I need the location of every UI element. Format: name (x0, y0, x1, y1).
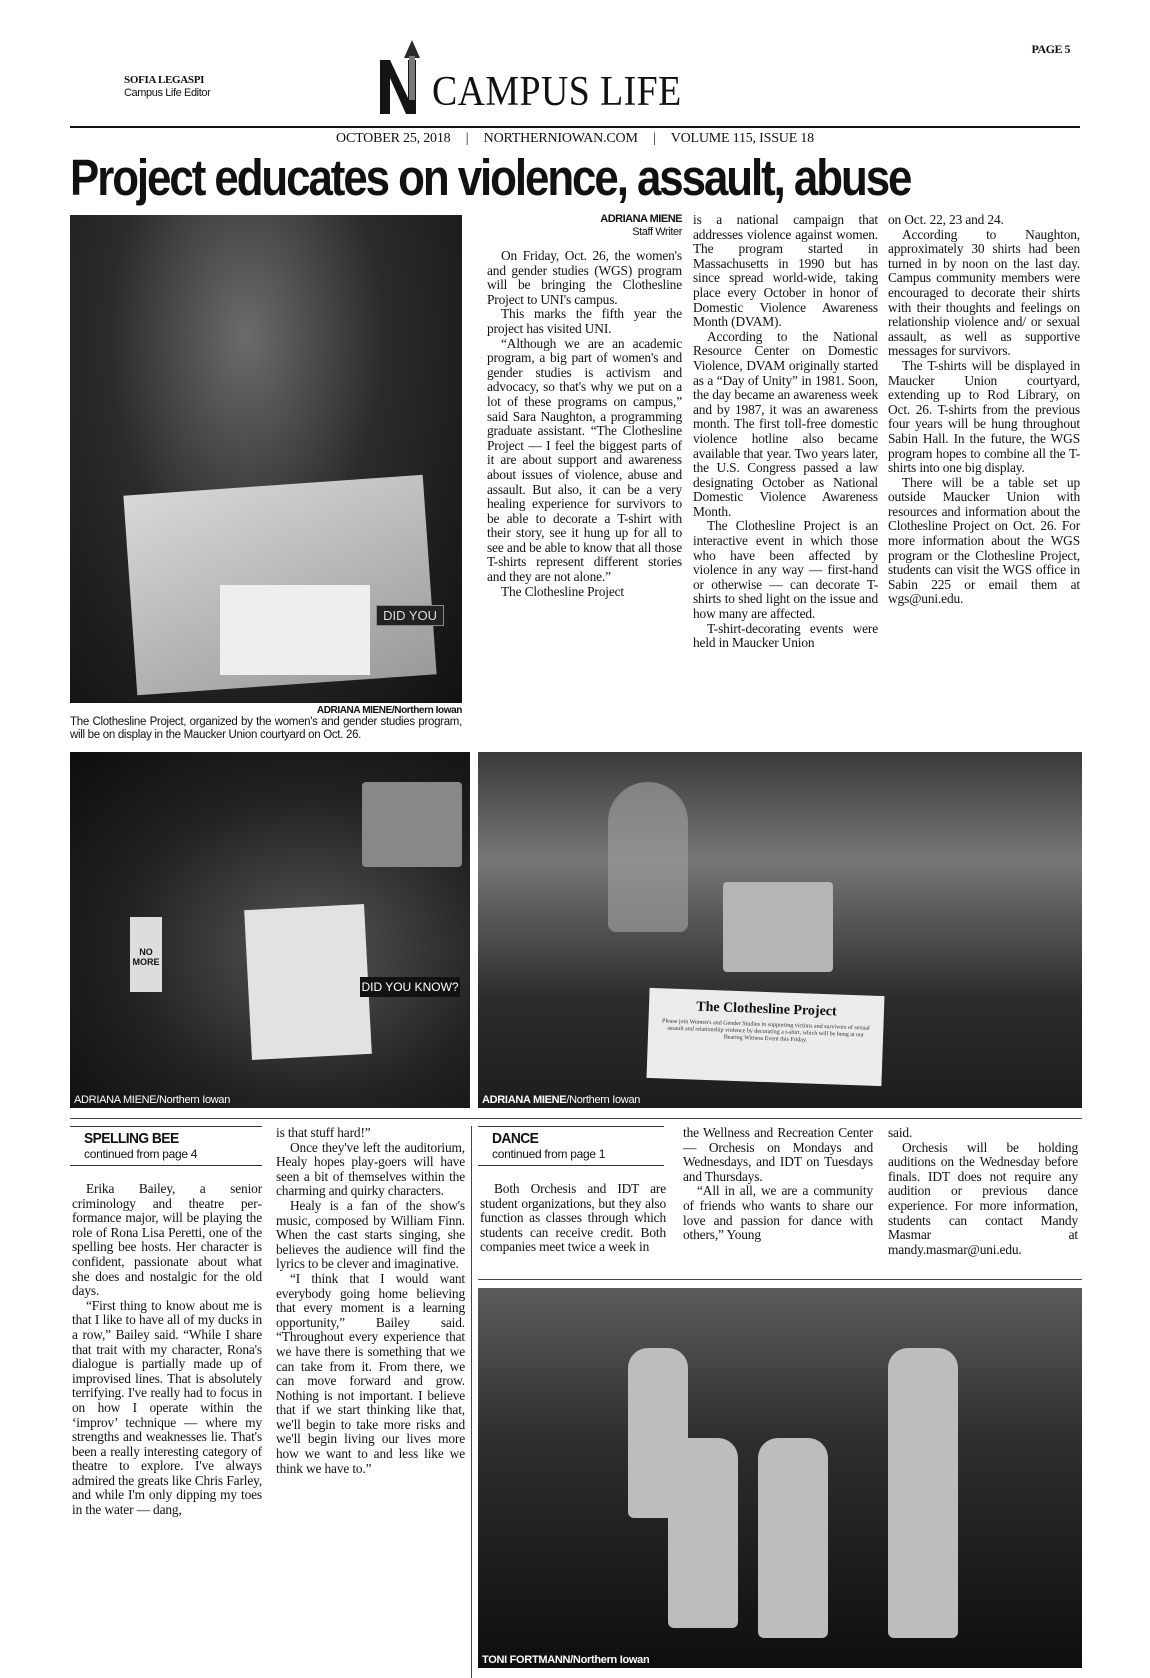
n-arrow-logo-icon (378, 40, 428, 116)
article-paragraph: said. (888, 1125, 913, 1140)
photo-credit: TONI FORTMANN/Northern Iowan (482, 1654, 650, 1666)
photo-dancer-shape (888, 1348, 958, 1638)
article-paragraph: Once they've left the auditorium, Healy hopes play-goers will have seen a bit of themselves within the charming and quirky characters. (276, 1139, 465, 1199)
jump-title: DANCE (492, 1130, 539, 1147)
article-paragraph: The Clothesline Project is an interactive event in which those who have been affected by violence in any way — first-hand or otherwise — can decorate T-shirts to shed light on the issue and how many are affected. (693, 518, 878, 622)
photo-credit-outlet: /Northern Iowan (566, 1094, 641, 1106)
website-link[interactable]: NORTHERNIOWAN.COM (483, 131, 638, 146)
spelling-bee-column-1 (72, 1182, 262, 1518)
volume-issue: VOLUME 115, ISSUE 18 (670, 131, 814, 146)
article-paragraph: is that stuff hard!” (276, 1125, 371, 1140)
photo-credit: ADRIANA MIENE/Northern Iowan (316, 705, 462, 716)
photo-clothesline-table (478, 752, 1082, 1108)
masthead-rule (70, 126, 1080, 128)
jump-header-dance (478, 1126, 664, 1166)
article-paragraph: on Oct. 22, 23 and 24. (888, 212, 1004, 227)
photo-sign-text: DID YOU (376, 605, 444, 626)
article-paragraph: “All in all, we are a community of friends who wants to share our love and passion for dance with others,” Young (683, 1183, 873, 1243)
photo-credit-name: ADRIANA MIENE (482, 1094, 567, 1106)
section-title: CAMPUS LIFE (432, 69, 682, 115)
dateline-separator: | (465, 131, 469, 146)
photo-student-decorating-shirt (70, 215, 462, 703)
jump-continued: continued from page 1 (492, 1147, 606, 1161)
article-paragraph: Healy is a fan of the show's music, composed by William Finn. When the cast starts singing, she believes the audience will find the lyrics to be clever and imaginative. (276, 1197, 465, 1272)
byline (487, 213, 682, 239)
column-divider (471, 1126, 472, 1678)
photo-no-more-card: NO MORE (130, 917, 162, 992)
article-paragraph: According to the National Resource Center on Domestic Violence, DVAM originally started as a “Day of Unity” in 1981. Soon, the day became an awareness week and by 1987, it was an awareness month. The first toll-free domestic violence hotline also became available that year. Two years later, the U.S. Congress passed a law designating October as National Domestic Violence Awareness Month. (693, 328, 878, 519)
main-headline: Project educates on violence, assault, abuse (70, 149, 911, 206)
editor-name: SOFIA LEGASPI (124, 74, 205, 86)
dateline (0, 131, 1150, 147)
byline-name: ADRIANA MIENE (600, 213, 682, 225)
photo-laptop-shape (723, 882, 833, 972)
photo-table-resources (70, 752, 470, 1108)
photo-flyer-shape (244, 904, 372, 1060)
issue-date: OCTOBER 25, 2018 (336, 131, 451, 146)
jump-title: SPELLING BEE (84, 1130, 179, 1147)
photo-laptop-shape (362, 782, 462, 867)
spelling-bee-column-2 (276, 1126, 465, 1476)
editor-role: Campus Life Editor (124, 87, 211, 99)
photo-did-you-know-card: DID YOU KNOW? (360, 977, 460, 997)
section-divider (70, 1118, 1082, 1119)
photo-dancer-shape (758, 1438, 828, 1638)
section-editor (124, 74, 210, 100)
photo-person-shape (608, 782, 688, 932)
article-column-1 (487, 213, 682, 599)
article-paragraph: There will be a table set up outside Maucker Union with resources and information about the Clothesline Project on Oct. 26. For more information about the WGS program or the Clothesline Project, students can visit the WGS office in Sabin 225 or email them at wgs@uni.edu. (888, 474, 1080, 607)
dance-column-1 (480, 1182, 666, 1255)
article-paragraph: The Clothesline Project (501, 583, 624, 599)
page-number: PAGE 5 (1031, 42, 1070, 56)
article-paragraph: the Wellness and Recreation Center — Orchesis on Mondays and Wednesdays, and IDT on Tuesdays and Thursdays. (683, 1125, 873, 1184)
article-column-2 (693, 213, 878, 651)
article-paragraph: The T-shirts will be displayed in Maucker Union courtyard, extending up to Rod Library, on Oct. 26. T-shirts from the previous four years will be hung throughout Sabin Hall. In the future, the WGS program hopes to combine all the T-shirts into one big display. (888, 357, 1080, 476)
photo-caption: The Clothesline Project, organized by the women's and gender studies program, will be on display in the Maucker Union courtyard on Oct. 26. (70, 716, 462, 741)
sign-title: The Clothesline Project (695, 999, 837, 1020)
article-paragraph: According to Naughton, approximately 30 shirts had been turned in by noon on the last day. Campus community members were encouraged to decorate their shirts with their thoughts and feelings on relationship violence and/ or sexual assault, as well as supportive messages for survivors. (888, 226, 1080, 359)
jump-header-spelling-bee (70, 1126, 262, 1166)
article-paragraph: Erika Bailey, a senior criminology and theatre performance major, will be playing the role of Rona Lisa Peretti, one of the spelling bee hosts. Her character is confident, passionate about what she does and nostalgic for the old days. (72, 1181, 262, 1299)
photo-clothesline-sign (647, 988, 885, 1086)
jump-continued: continued from page 4 (84, 1147, 198, 1161)
photo-credit (482, 1094, 640, 1106)
article-paragraph: “First thing to know about me is that I like to have all of my ducks in a row,” Bailey said. “While I share that trait with my character, Rona's dialogue is partially made up of improvised lines. That is absolutely terrifying. I've really had to focus in on how I operate within the ‘improv’ technique — where my strengths and weaknesses lie. That's been a really interesting category of theatre to explore. I've always admired the greats like Chris Farley, and while I'm only dipping my toes in the water — dang, (72, 1297, 262, 1518)
article-paragraph: On Friday, Oct. 26, the women's and gender studies (WGS) program will be bringing the Clothesline Project to UNI's campus. (487, 248, 682, 307)
article-paragraph: “Although we are an academic program, a big part of women's and gender studies is activism and advocacy, so that's why we put on a lot of these programs on campus,” said Sara Naughton, a programming graduate assistant. “The Clothesline Project — I feel the biggest parts of it are about support and awareness about issues of violence, abuse and assault. But also, it can be a very healing experience for survivors to be able to decorate a T-shirt with their story, see it hung up for all to see and be able to know that all those T-shirts represent different stories and they are not alone.” (487, 335, 682, 585)
byline-role: Staff Writer (632, 226, 682, 238)
article-column-3 (888, 213, 1080, 607)
photo-credit: ADRIANA MIENE/Northern Iowan (74, 1094, 231, 1106)
article-paragraph: Orchesis will be holding auditions on the Wednesday before finals. IDT does not require any audition or previous dance experience. For more information, students can contact Mandy Masmar at mandy.masmar@uni.edu. (888, 1139, 1078, 1257)
article-paragraph: is a national campaign that addresses violence against women. The program started in Massachusetts in 1990 but has since spread world-wide, taking place every October in honor of Domestic Violence Awareness Month (DVAM). (693, 212, 878, 330)
dateline-separator: | (653, 131, 656, 146)
photo-flyer-shape (220, 585, 370, 675)
dance-divider (478, 1279, 1082, 1280)
article-paragraph: T-shirt-decorating events were held in Maucker Union (693, 620, 878, 651)
article-paragraph: Both Orchesis and IDT are student organizations, but they also function as classes through which students can receive credit. Both companies meet twice a week in (480, 1181, 666, 1255)
article-paragraph: “I think that I would want everybody going home believing that every moment is a learning opportunity,” Bailey said. “Throughout every experience that we have there is something that we can take from it. From there, we can move forward and grow. Nothing is not important. I believe that if we start thinking like that, we'll begin to take more risks and we'll begin living our lives more how we want to and less like we think we have to.” (276, 1270, 465, 1476)
photo-dancers-performing (478, 1288, 1082, 1668)
dance-column-3 (888, 1126, 1078, 1257)
sign-text: Please join Women's and Gender Studies in supporting victims and survivors of sexual assault and relationship violence by decorating a t-shirt, which will be hung at our Bearing Witness Event this Friday. (661, 1018, 870, 1044)
article-paragraph: This marks the fifth year the project has visited UNI. (487, 306, 682, 336)
photo-dancer-shape (668, 1438, 738, 1628)
dance-column-2 (683, 1126, 873, 1243)
